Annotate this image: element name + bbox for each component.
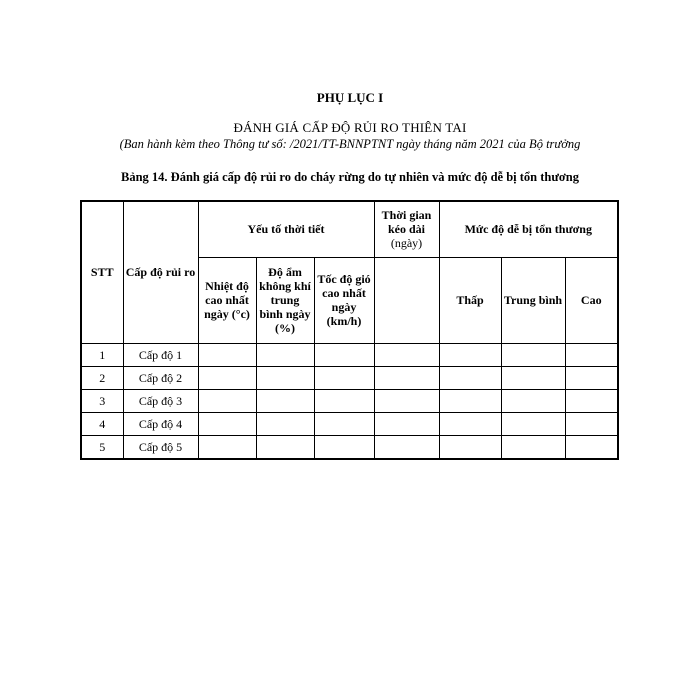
table-row: [81, 343, 618, 366]
row-risk-level: Cấp độ 1: [123, 343, 198, 366]
cell-medium: [501, 366, 565, 389]
header-stt: STT: [81, 201, 123, 343]
row-risk-level: Cấp độ 5: [123, 435, 198, 459]
cell-low: [439, 412, 501, 435]
cell-temperature: [198, 366, 256, 389]
table-row: [81, 366, 618, 389]
header-duration-empty: [374, 257, 439, 343]
header-vulnerability-high: Cao: [565, 257, 618, 343]
cell-duration: [374, 435, 439, 459]
cell-high: [565, 343, 618, 366]
document-title: ĐÁNH GIÁ CẤP ĐỘ RỦI RO THIÊN TAI: [233, 120, 467, 135]
cell-humidity: [256, 366, 314, 389]
cell-low: [439, 366, 501, 389]
header-duration-label: Thời gian kéo dài: [381, 208, 432, 237]
cell-duration: [374, 343, 439, 366]
cell-high: [565, 389, 618, 412]
row-risk-level: Cấp độ 2: [123, 366, 198, 389]
cell-temperature: [198, 343, 256, 366]
header-max-wind-speed: [314, 257, 374, 343]
cell-humidity: [256, 435, 314, 459]
header-vulnerability-low: Thấp: [439, 257, 501, 343]
cell-duration: [374, 366, 439, 389]
table-row: [81, 389, 618, 412]
header-duration-unit: (ngày): [390, 236, 423, 251]
appendix-title: PHỤ LỤC I: [316, 90, 384, 105]
cell-wind-speed: [314, 366, 374, 389]
row-stt: 4: [81, 412, 123, 435]
cell-high: [565, 366, 618, 389]
header-weather-factors: Yếu tố thời tiết: [198, 201, 374, 257]
cell-low: [439, 435, 501, 459]
cell-wind-speed: [314, 343, 374, 366]
risk-assessment-table: [80, 200, 619, 460]
document-subtitle: (Ban hành kèm theo Thông tư số: /2021/TT-BNNPTNT ngày tháng năm 2021 của Bộ trưởng: [119, 137, 581, 151]
row-stt: 3: [81, 389, 123, 412]
header-avg-humidity: [256, 257, 314, 343]
cell-low: [439, 343, 501, 366]
row-risk-level: Cấp độ 3: [123, 389, 198, 412]
row-risk-level: Cấp độ 4: [123, 412, 198, 435]
cell-medium: [501, 389, 565, 412]
cell-low: [439, 389, 501, 412]
header-vulnerability-medium: Trung bình: [501, 257, 565, 343]
cell-humidity: [256, 343, 314, 366]
header-max-temperature-label: Nhiệt độ cao nhất ngày (°c): [204, 279, 250, 321]
row-stt: 5: [81, 435, 123, 459]
cell-high: [565, 412, 618, 435]
table-row: [81, 412, 618, 435]
cell-medium: [501, 435, 565, 459]
cell-temperature: [198, 389, 256, 412]
header-max-wind-speed-label: Tốc độ gió cao nhất ngày (km/h): [317, 272, 371, 328]
cell-wind-speed: [314, 435, 374, 459]
header-risk-level: Cấp độ rủi ro: [123, 201, 198, 343]
table-caption: Bảng 14. Đánh giá cấp độ rủi ro do cháy rừng do tự nhiên và mức độ dễ bị tổn thương: [121, 170, 579, 184]
header-avg-humidity-label: Độ ẩm không khí trung bình ngày (%): [259, 265, 311, 335]
row-stt: 2: [81, 366, 123, 389]
cell-medium: [501, 412, 565, 435]
cell-high: [565, 435, 618, 459]
cell-humidity: [256, 389, 314, 412]
header-vulnerability: Mức độ dễ bị tổn thương: [439, 201, 618, 257]
cell-humidity: [256, 412, 314, 435]
cell-temperature: [198, 412, 256, 435]
header-duration: [374, 201, 439, 257]
cell-wind-speed: [314, 389, 374, 412]
table-row: [81, 435, 618, 459]
cell-wind-speed: [314, 412, 374, 435]
cell-medium: [501, 343, 565, 366]
header-max-temperature: [198, 257, 256, 343]
cell-duration: [374, 389, 439, 412]
cell-temperature: [198, 435, 256, 459]
cell-duration: [374, 412, 439, 435]
row-stt: 1: [81, 343, 123, 366]
